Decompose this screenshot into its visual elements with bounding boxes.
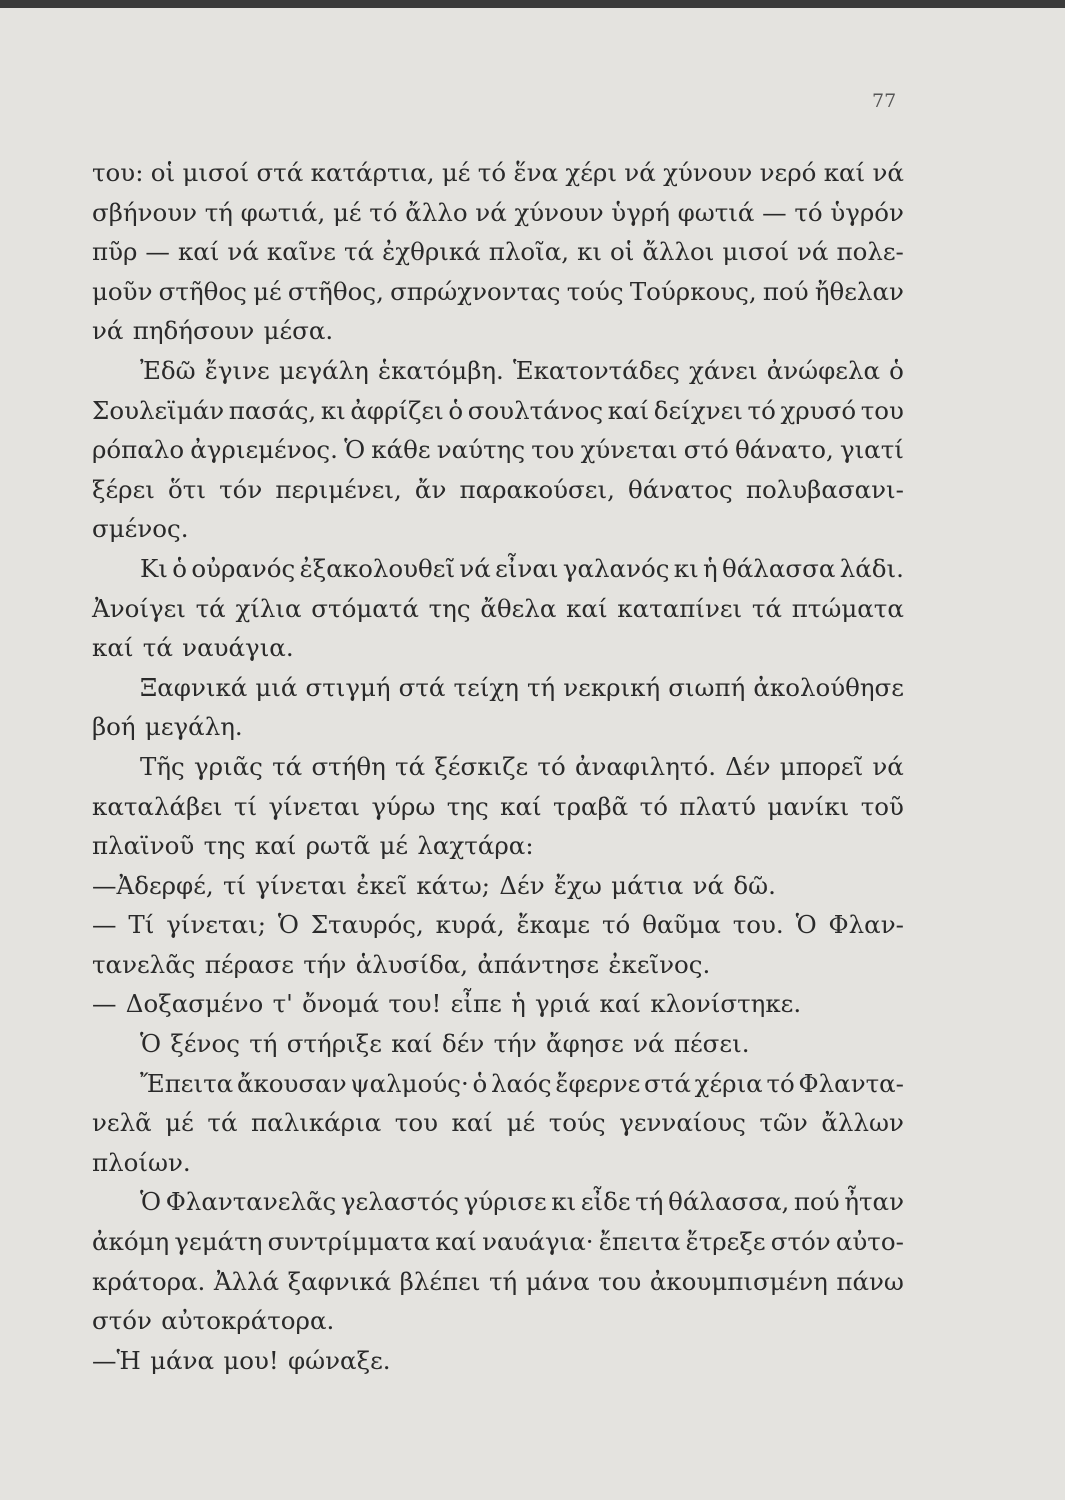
page-number: 77	[872, 90, 897, 112]
text-line: βοή μεγάλη.	[92, 712, 243, 742]
text-line: — Δοξασμένο τ' ὄνομά του! εἶπε ἡ γριά καί κλονίστηκε.	[92, 989, 802, 1019]
text-line: Ὁ ξένος τή στήριξε καί δέν τήν ἄφησε νά πέσει.	[140, 1029, 750, 1059]
paragraph	[92, 668, 904, 747]
text-line: νά πηδήσουν μέσα.	[92, 316, 334, 346]
paragraph	[92, 1341, 904, 1381]
text-line: — Τί γίνεται; Ὁ Σταυρός, κυρά, ἔκαμε τό θαῦμα του. Ὁ Φλαν-	[92, 910, 904, 940]
text-line: ἀκόμη γεμάτη συντρίμματα καί ναυάγια· ἔπειτα ἔτρεξε στόν αὐτο-	[92, 1227, 904, 1257]
text-line: Ὁ Φλαντανελᾶς γελαστός γύρισε κι εἶδε τή θάλασσα, πού ἦταν	[140, 1187, 904, 1217]
text-line: πλαϊνοῦ της καί ρωτᾶ μέ λαχτάρα:	[92, 831, 534, 861]
body-text	[92, 153, 904, 1380]
text-line: Ἔπειτα ἄκουσαν ψαλμούς· ὁ λαός ἔφερνε στά χέρια τό Φλαντα-	[140, 1068, 904, 1098]
text-line: μοῦν στῆθος μέ στῆθος, σπρώχνοντας τούς Τούρκους, πού ἤθελαν	[92, 276, 904, 306]
text-line: πῦρ — καί νά καῖνε τά ἐχθρικά πλοῖα, κι οἱ ἄλλοι μισοί νά πολε-	[92, 237, 904, 267]
text-line: Ἀνοίγει τά χίλια στόματά της ἄθελα καί καταπίνει τά πτώματα	[92, 593, 904, 623]
text-line: —Ἡ μάνα μου! φώναξε.	[92, 1345, 391, 1375]
text-line: σβήνουν τή φωτιά, μέ τό ἄλλο νά χύνουν ὑγρή φωτιά — τό ὑγρόν	[92, 197, 904, 227]
text-line: πλοίων.	[92, 1147, 191, 1177]
text-line: ρόπαλο ἀγριεμένος. Ὁ κάθε ναύτης του χύνεται στό θάνατο, γιατί	[92, 435, 904, 465]
text-line: νελᾶ μέ τά παλικάρια του καί μέ τούς γενναίους τῶν ἄλλων	[92, 1108, 904, 1138]
paragraph	[92, 984, 904, 1024]
paragraph	[92, 549, 904, 668]
paragraph	[92, 1024, 904, 1064]
paragraph	[92, 1064, 904, 1183]
text-line: Τῆς γριᾶς τά στήθη τά ξέσκιζε τό ἀναφιλητό. Δέν μπορεῖ νά	[140, 751, 904, 781]
paragraph	[92, 905, 904, 984]
text-line: καταλάβει τί γίνεται γύρω της καί τραβᾶ τό πλατύ μανίκι τοῦ	[92, 791, 904, 821]
paragraph	[92, 351, 904, 549]
paragraph	[92, 1182, 904, 1340]
text-line: Κι ὁ οὐρανός ἐξακολουθεῖ νά εἶναι γαλανός κι ἡ θάλασσα λάδι.	[140, 553, 904, 583]
paragraph	[92, 153, 904, 351]
text-line: καί τά ναυάγια.	[92, 633, 294, 663]
text-line: κράτορα. Ἀλλά ξαφνικά βλέπει τή μάνα του ἀκουμπισμένη πάνω	[92, 1266, 904, 1296]
text-line: Σουλεϊμάν πασάς, κι ἀφρίζει ὁ σουλτάνος καί δείχνει τό χρυσό του	[92, 395, 904, 425]
page-top-edge	[0, 0, 1065, 8]
paragraph	[92, 747, 904, 866]
text-line: ξέρει ὅτι τόν περιμένει, ἄν παρακούσει, θάνατος πολυβασανι-	[92, 474, 904, 504]
text-line: —Ἀδερφέ, τί γίνεται ἐκεῖ κάτω; Δέν ἔχω μάτια νά δῶ.	[92, 870, 776, 900]
paragraph	[92, 866, 904, 906]
text-line: τανελᾶς πέρασε τήν ἁλυσίδα, ἀπάντησε ἐκεῖνος.	[92, 949, 711, 979]
text-line: σμένος.	[92, 514, 189, 544]
text-line: Ἐδῶ ἔγινε μεγάλη ἑκατόμβη. Ἑκατοντάδες χάνει ἀνώφελα ὁ	[140, 355, 904, 385]
text-line: στόν αὐτοκράτορα.	[92, 1306, 335, 1336]
text-line: Ξαφνικά μιά στιγμή στά τείχη τή νεκρική σιωπή ἀκολούθησε	[140, 672, 904, 702]
text-line: του: οἱ μισοί στά κατάρτια, μέ τό ἕνα χέρι νά χύνουν νερό καί νά	[92, 158, 904, 187]
